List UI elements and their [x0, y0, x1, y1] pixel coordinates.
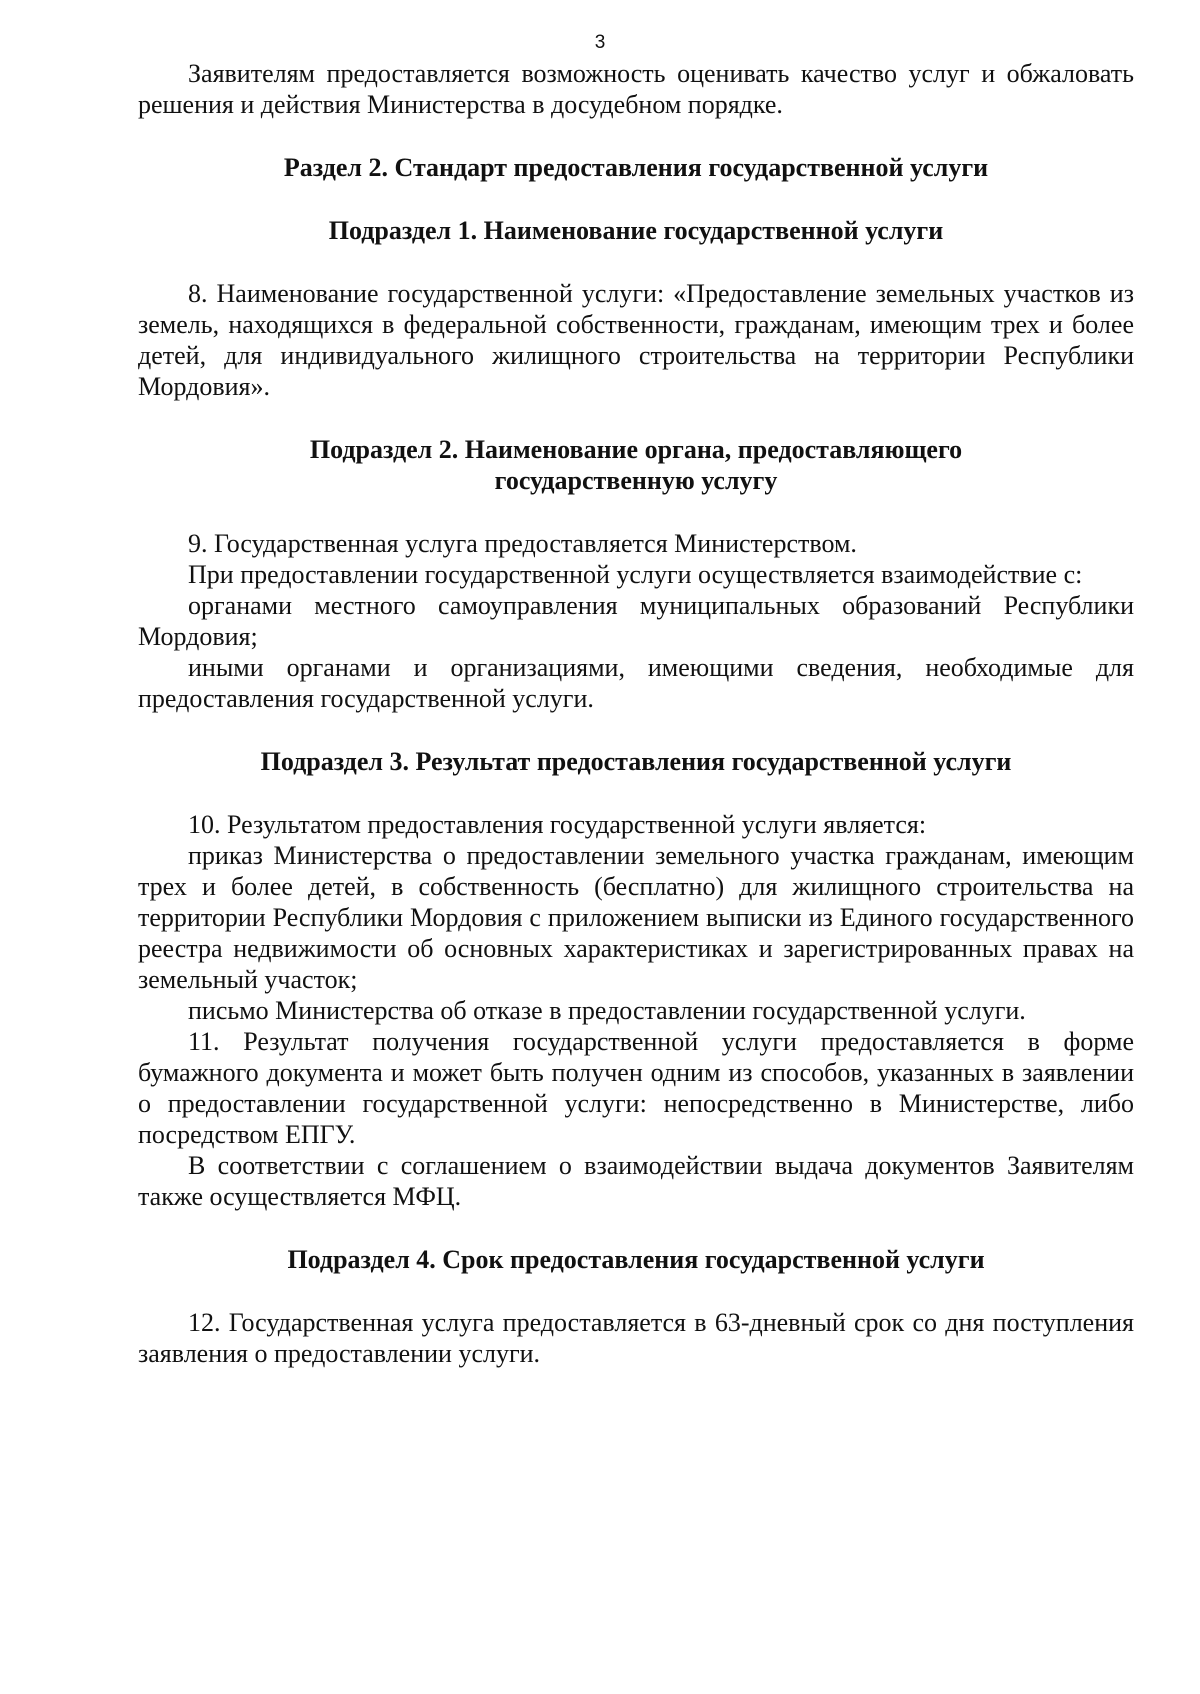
subsection-2-title-line-1: Подраздел 2. Наименование органа, предоставляющего — [309, 435, 963, 464]
document-body — [138, 58, 1134, 1369]
intro-paragraph: Заявителям предоставляется возможность оценивать качество услуг и обжаловать решения и действия Министерства в досудебном порядке. — [138, 59, 1134, 119]
paragraph-9-interaction: При предоставлении государственной услуги осуществляется взаимодействие с: — [188, 560, 1083, 589]
paragraph-11: 11. Результат получения государственной услуги предоставляется в форме бумажного документа и может быть получен одним из способов, указанных в заявлении о предоставлении государственной услуги: непосредственно в Министерстве, либо посредством ЕПГУ. — [138, 1027, 1134, 1149]
subsection-1-title: Подраздел 1. Наименование государственной услуги — [328, 216, 944, 245]
paragraph-10-refusal-letter: письмо Министерства об отказе в предоставлении государственной услуги. — [188, 996, 1026, 1025]
paragraph-10: 10. Результатом предоставления государственной услуги является: — [188, 810, 927, 839]
paragraph-9-other-organizations: иными органами и организациями, имеющими сведения, необходимые для предоставления государственной услуги. — [138, 653, 1134, 713]
paragraph-9-local-authorities: органами местного самоуправления муниципальных образований Республики Мордовия; — [138, 591, 1134, 651]
paragraph-8: 8. Наименование государственной услуги: «Предоставление земельных участков из земель, находящихся в федеральной собственности, гражданам, имеющим трех и более детей, для индивидуального жилищного строительства на территории Республики Мордовия». — [138, 279, 1134, 401]
paragraph-10-order: приказ Министерства о предоставлении земельного участка гражданам, имеющим трех и более детей, в собственность (бесплатно) для жилищного строительства на территории Республики Мордовия с приложением выписки из Единого государственного реестра недвижимости об основных характеристиках и зарегистрированных правах на земельный участок; — [138, 841, 1134, 994]
paragraph-11-mfc: В соответствии с соглашением о взаимодействии выдача документов Заявителям также осуществляется МФЦ. — [138, 1151, 1134, 1211]
subsection-2-title-line-2: государственную услугу — [494, 466, 778, 495]
paragraph-12: 12. Государственная услуга предоставляется в 63-дневный срок со дня поступления заявления о предоставлении услуги. — [138, 1308, 1134, 1368]
section-2-title: Раздел 2. Стандарт предоставления государственной услуги — [283, 153, 989, 182]
subsection-3-title: Подраздел 3. Результат предоставления государственной услуги — [260, 747, 1012, 776]
paragraph-9: 9. Государственная услуга предоставляется Министерством. — [188, 529, 857, 558]
page-number: 3 — [594, 32, 606, 53]
subsection-4-title: Подраздел 4. Срок предоставления государственной услуги — [287, 1245, 985, 1274]
